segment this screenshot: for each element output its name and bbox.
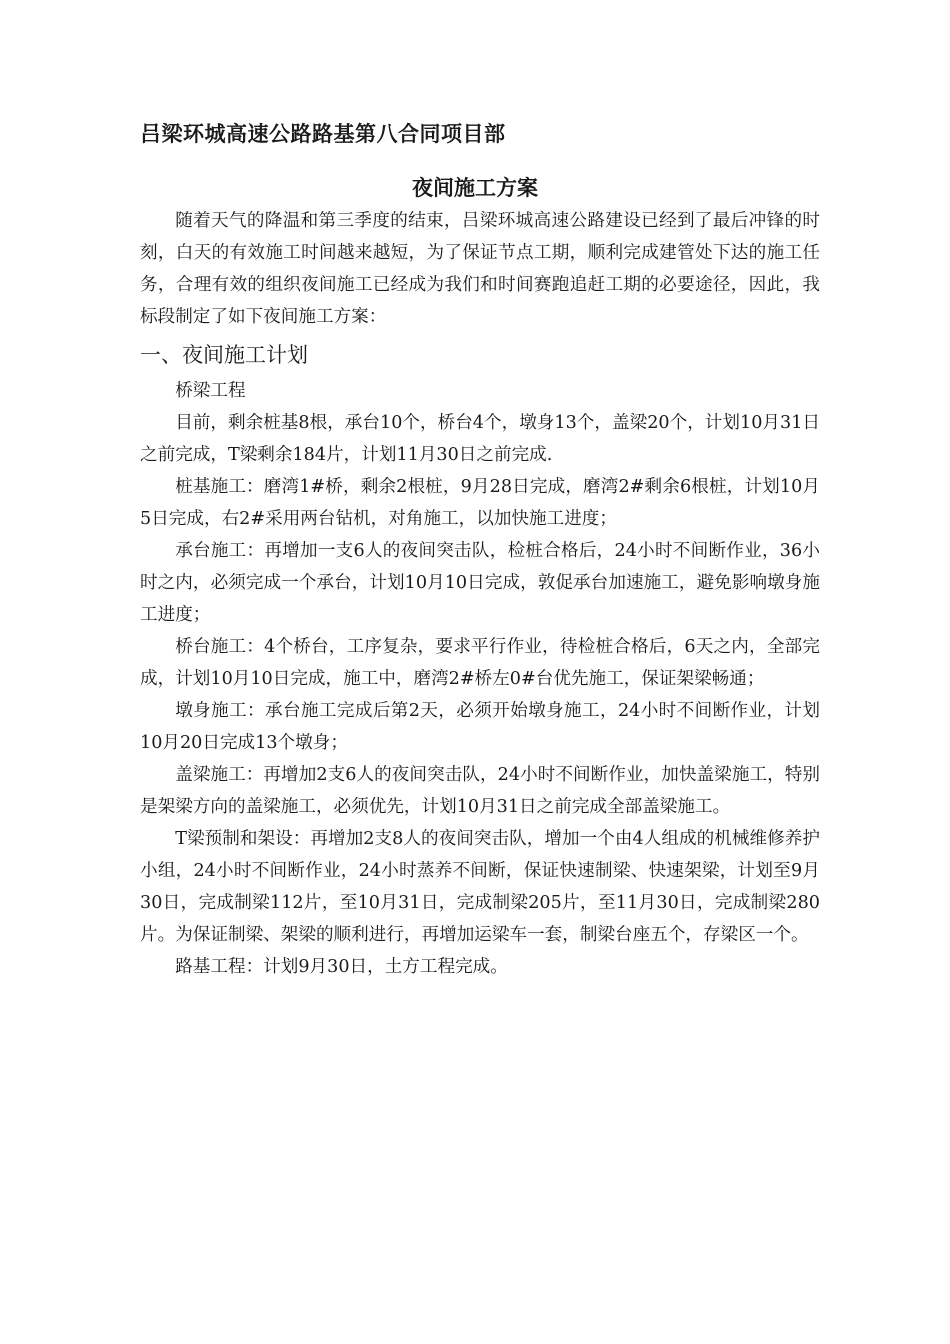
document-body (140, 205, 820, 983)
paragraph-pier-body: 墩身施工：承台施工完成后第2天，必须开始墩身施工，24小时不间断作业，计划10月20日完成13个墩身； (140, 701, 820, 753)
section-heading-night-plan: 一、夜间施工计划 (140, 343, 308, 367)
paragraph-subgrade: 路基工程：计划9月30日，土方工程完成。 (175, 957, 508, 977)
paragraph-cap-beam: 盖梁施工：再增加2支6人的夜间突击队，24小时不间断作业，加快盖梁施工，特别是架梁方向的盖梁施工，必须优先，计划10月31日之前完成全部盖梁施工。 (140, 765, 820, 817)
paragraph-pile-cap: 承台施工：再增加一支6人的夜间突击队，检桩合格后，24小时不间断作业，36小时之内，必须完成一个承台，计划10月10日完成，敦促承台加速施工，避免影响墩身施工进度； (140, 541, 820, 625)
paragraph-abutment: 桥台施工：4个桥台，工序复杂，要求平行作业，待检桩合格后，6天之内，全部完成，计划10月10日完成，施工中，磨湾2#桥左0#台优先施工，保证架梁畅通； (140, 637, 820, 689)
paragraph-overview: 目前，剩余桩基8根，承台10个，桥台4个，墩身13个，盖梁20个，计划10月31日之前完成，T梁剩余184片，计划11月30日之前完成. (140, 413, 820, 465)
intro-paragraph: 随着天气的降温和第三季度的结束，吕梁环城高速公路建设已经到了最后冲锋的时刻，白天的有效施工时间越来越短，为了保证节点工期，顺利完成建管处下达的施工任务，合理有效的组织夜间施工已经成为我们和时间赛跑追赶工期的必要途径，因此，我标段制定了如下夜间施工方案： (140, 211, 820, 327)
document-title: 夜间施工方案 (412, 176, 538, 200)
organization-title: 吕梁环城高速公路路基第八合同项目部 (140, 122, 506, 146)
subheading-bridge-works: 桥梁工程 (175, 381, 246, 401)
paragraph-t-beam: T梁预制和架设：再增加2支8人的夜间突击队，增加一个由4人组成的机械维修养护小组，24小时不间断作业，24小时蒸养不间断，保证快速制梁、快速架梁，计划至9月30日，完成制梁112片，至10月31日，完成制梁205片，至11月30日，完成制梁280片。为保证制梁、架梁的顺利进行，再增加运梁车一套，制梁台座五个，存梁区一个。 (140, 829, 820, 945)
paragraph-pile-foundation: 桩基施工：磨湾1#桥，剩余2根桩，9月28日完成，磨湾2#剩余6根桩，计划10月5日完成，右2#采用两台钻机，对角施工，以加快施工进度； (140, 477, 820, 529)
